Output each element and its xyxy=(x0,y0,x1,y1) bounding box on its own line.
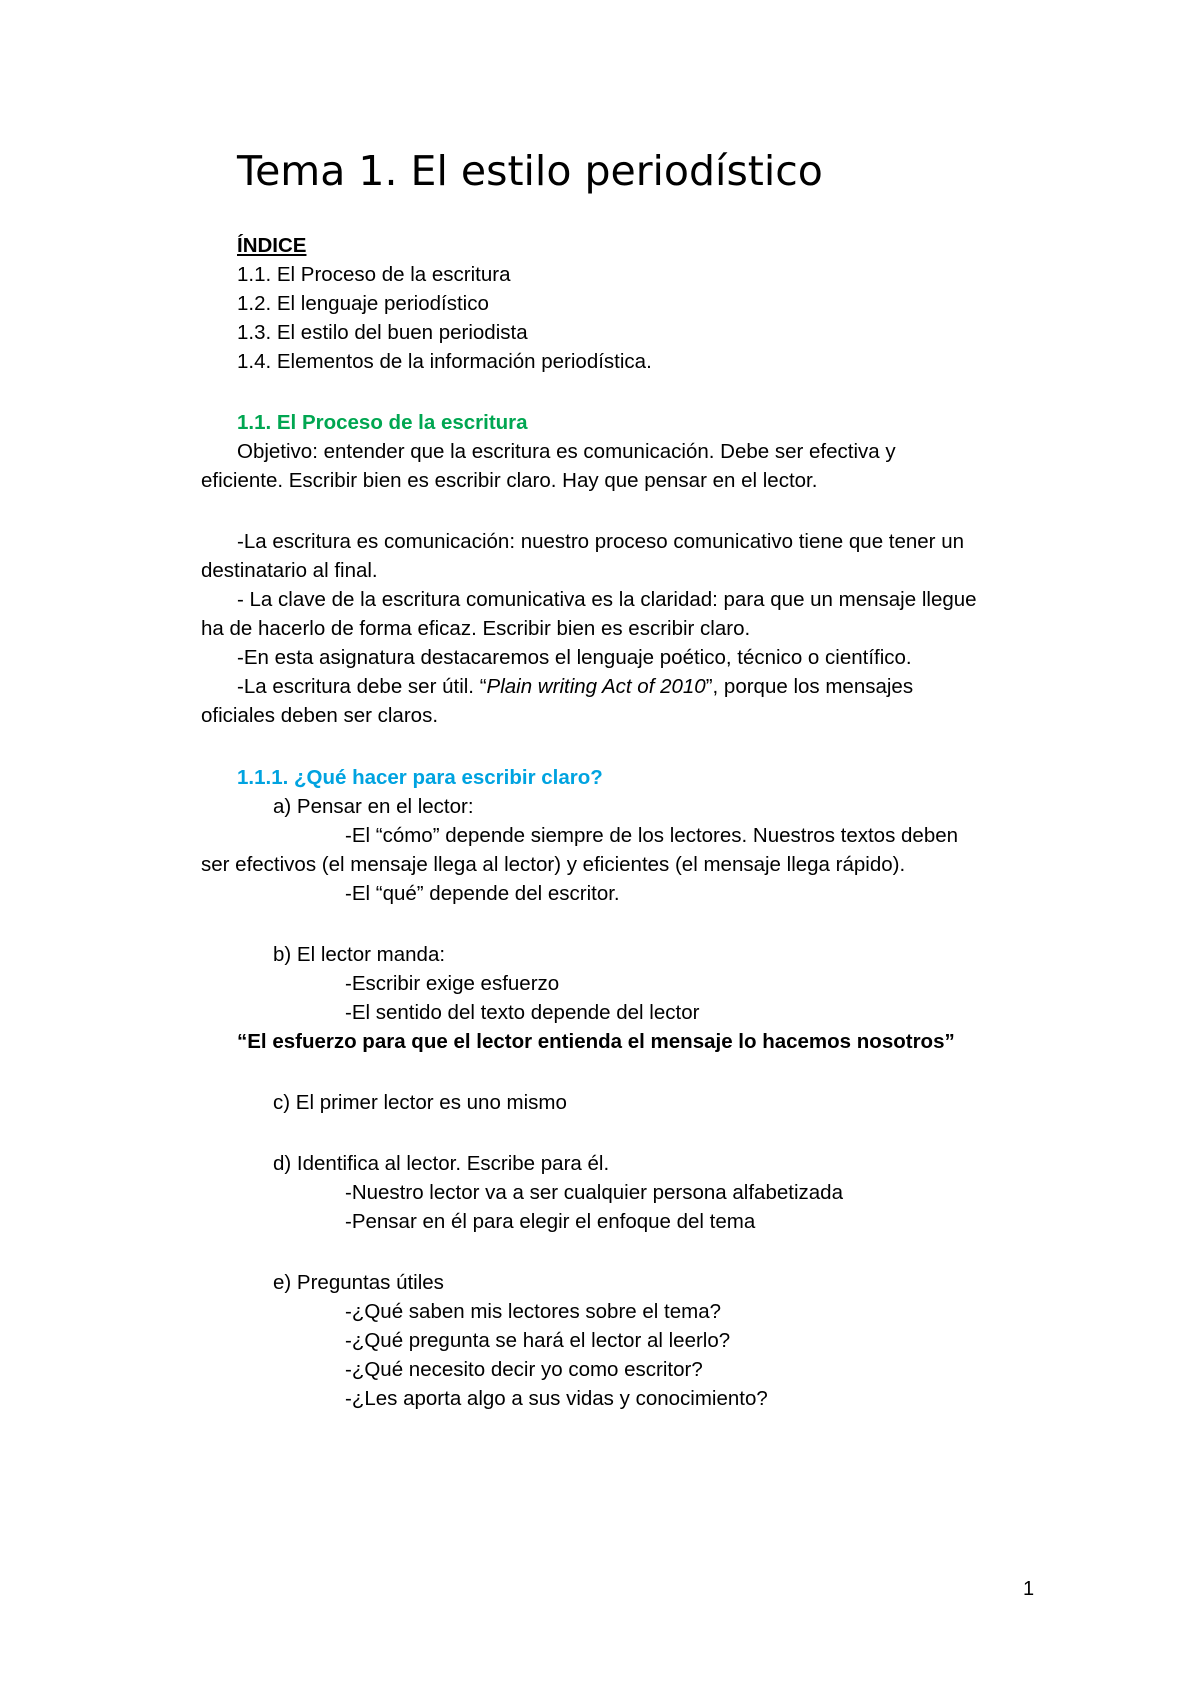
paragraph-2-line-2: ha de hacerlo de forma eficaz. Escribir bien es escribir claro. xyxy=(201,617,751,640)
page-number: 1 xyxy=(1023,1578,1035,1600)
item-e-question-4: -¿Les aporta algo a sus vidas y conocimiento? xyxy=(345,1387,768,1410)
paragraph-4-line-2: oficiales deben ser claros. xyxy=(201,704,439,727)
document-title: Tema 1. El estilo periodístico xyxy=(237,147,823,195)
item-e-question-2: -¿Qué pregunta se hará el lector al leerlo? xyxy=(345,1329,731,1352)
section-1-1-heading: 1.1. El Proceso de la escritura xyxy=(237,411,528,434)
item-a-label: a) Pensar en el lector: xyxy=(273,795,474,818)
index-item-3: 1.3. El estilo del buen periodista xyxy=(237,321,528,344)
paragraph-4-post: ”, porque los mensajes xyxy=(705,675,914,698)
paragraph-1-line-2: destinatario al final. xyxy=(201,559,378,582)
item-b-point-1: -Escribir exige esfuerzo xyxy=(345,972,560,995)
item-d-label: d) Identifica al lector. Escribe para él. xyxy=(273,1152,610,1175)
objective-line-2: eficiente. Escribir bien es escribir claro. Hay que pensar en el lector. xyxy=(201,469,818,492)
paragraph-2-line-1: - La clave de la escritura comunicativa es la claridad: para que un mensaje llegue xyxy=(237,588,977,611)
item-a-point-1-line-1: -El “cómo” depende siempre de los lectores. Nuestros textos deben xyxy=(345,824,959,847)
plain-writing-act: Plain writing Act of 2010 xyxy=(486,675,706,698)
item-a-point-1-line-2: ser efectivos (el mensaje llega al lector) y eficientes (el mensaje llega rápido). xyxy=(201,853,906,876)
item-a-point-2: -El “qué” depende del escritor. xyxy=(345,882,620,905)
index-item-1: 1.1. El Proceso de la escritura xyxy=(237,263,511,286)
index-item-2: 1.2. El lenguaje periodístico xyxy=(237,292,489,315)
item-e-question-3: -¿Qué necesito decir yo como escritor? xyxy=(345,1358,703,1381)
index-heading: ÍNDICE xyxy=(237,234,307,257)
item-e-label: e) Preguntas útiles xyxy=(273,1271,444,1294)
paragraph-3: -En esta asignatura destacaremos el lenguaje poético, técnico o científico. xyxy=(237,646,912,669)
item-b-point-2: -El sentido del texto depende del lector xyxy=(345,1001,700,1024)
item-d-point-2: -Pensar en él para elegir el enfoque del tema xyxy=(345,1210,756,1233)
paragraph-4-line-1 xyxy=(237,677,913,698)
item-d-point-1: -Nuestro lector va a ser cualquier persona alfabetizada xyxy=(345,1181,843,1204)
objective-line-1: Objetivo: entender que la escritura es comunicación. Debe ser efectiva y xyxy=(237,440,896,463)
paragraph-1-line-1: -La escritura es comunicación: nuestro proceso comunicativo tiene que tener un xyxy=(237,530,965,553)
index-item-4: 1.4. Elementos de la información periodística. xyxy=(237,350,652,373)
section-1-1-1-heading: 1.1.1. ¿Qué hacer para escribir claro? xyxy=(237,766,603,789)
paragraph-4-pre: -La escritura debe ser útil. “ xyxy=(237,675,487,698)
bold-quote: “El esfuerzo para que el lector entienda el mensaje lo hacemos nosotros” xyxy=(237,1030,955,1053)
item-b-label: b) El lector manda: xyxy=(273,943,446,966)
item-e-question-1: -¿Qué saben mis lectores sobre el tema? xyxy=(345,1300,721,1323)
item-c-label: c) El primer lector es uno mismo xyxy=(273,1091,567,1114)
